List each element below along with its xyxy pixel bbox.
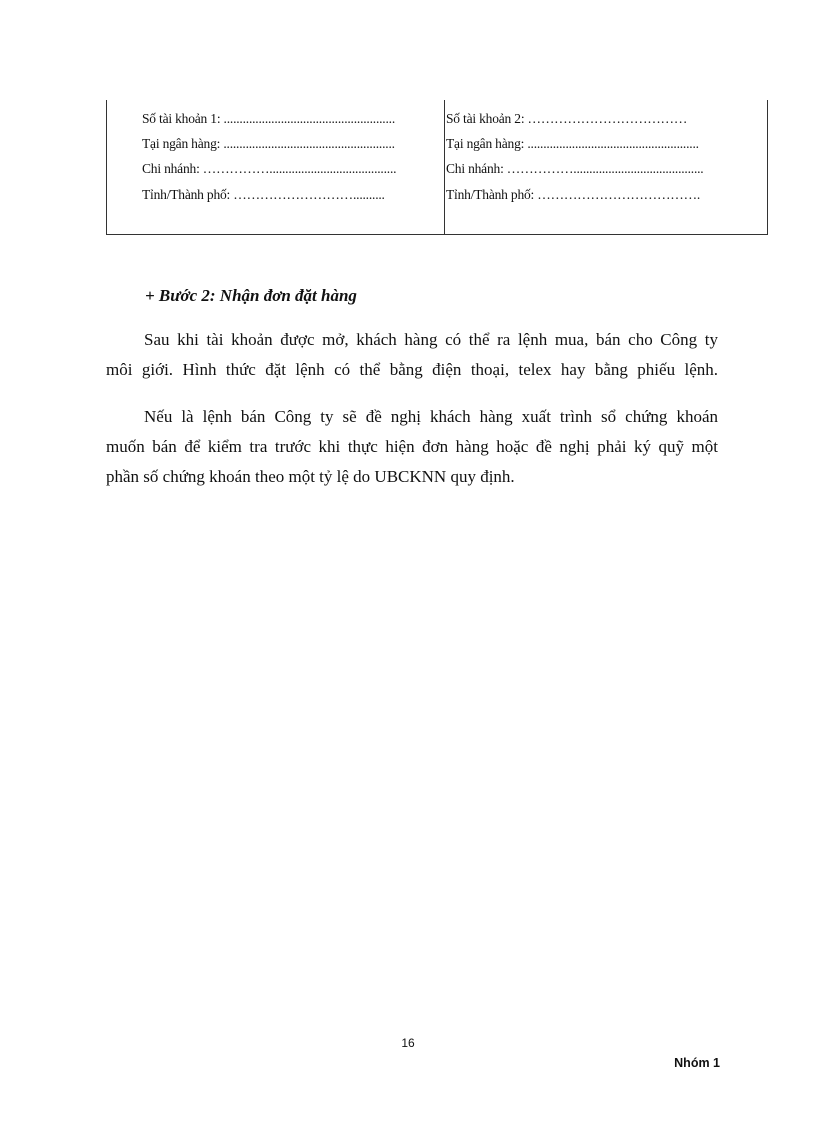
step-2-heading: + Bước 2: Nhận đơn đặt hàng xyxy=(145,286,357,305)
paragraph-order-placement xyxy=(106,325,718,385)
account-1-field: Số tài khoản 1: ...................................................... xyxy=(142,111,395,126)
page-number: 16 xyxy=(401,1036,415,1050)
paragraph-sell-order xyxy=(106,402,718,492)
branch-2-field: Chi nhánh: ……………......................................... xyxy=(446,161,704,176)
city-1-field: Tỉnh/Thành phố: ……………………….......... xyxy=(142,187,385,202)
city-2-field: Tỉnh/Thành phố: ………………………………. xyxy=(446,187,701,202)
table-column-divider xyxy=(444,100,445,235)
paragraph-line: phần số chứng khoán theo một tỷ lệ do UBCKNN quy định. xyxy=(106,467,515,486)
paragraph-line: Sau khi tài khoản được mở, khách hàng có thể ra lệnh mua, bán cho Công ty xyxy=(144,330,718,349)
paragraph-line: Nếu là lệnh bán Công ty sẽ đề nghị khách hàng xuất trình sổ chứng khoán xyxy=(144,407,718,426)
bank-2-field: Tại ngân hàng: ...................................................... xyxy=(446,136,699,151)
paragraph-line: muốn bán để kiểm tra trước khi thực hiện đơn hàng hoặc đề nghị phải ký quỹ một xyxy=(106,437,718,456)
paragraph-line: môi giới. Hình thức đặt lệnh có thể bằng điện thoại, telex hay bằng phiếu lệnh. xyxy=(106,360,718,379)
group-label: Nhóm 1 xyxy=(674,1056,720,1070)
bank-1-field: Tại ngân hàng: ...................................................... xyxy=(142,136,395,151)
branch-1-field: Chi nhánh: ……………........................................ xyxy=(142,161,397,176)
account-2-field: Số tài khoản 2: ……………………………… xyxy=(446,111,688,126)
